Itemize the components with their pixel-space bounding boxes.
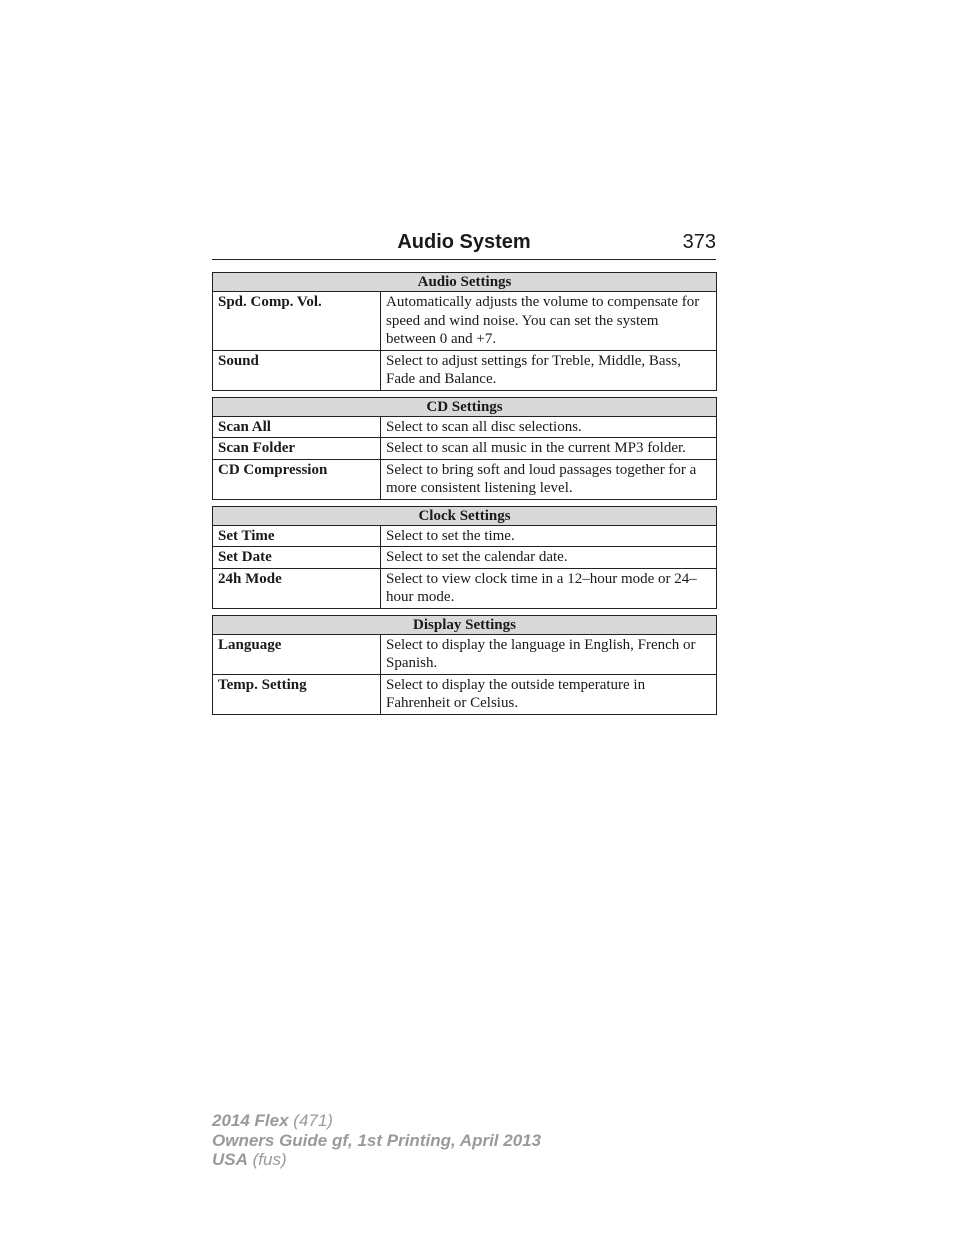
table-row (213, 350, 717, 390)
table-heading: Clock Settings (213, 506, 717, 525)
setting-description: Select to bring soft and loud passages together for a more consistent listening level. (381, 459, 717, 499)
table-row (213, 674, 717, 714)
settings-tables (212, 272, 716, 721)
table-row (213, 547, 717, 569)
page-header (212, 228, 716, 260)
cd-settings-table (212, 397, 717, 500)
setting-term: Scan Folder (213, 438, 381, 460)
table-row (213, 416, 717, 438)
footer-line (212, 1111, 541, 1131)
footer-market: USA (212, 1150, 248, 1169)
setting-term: Spd. Comp. Vol. (213, 292, 381, 351)
setting-description: Select to set the time. (381, 525, 717, 547)
footer-guide-info: Owners Guide gf, 1st Printing, April 2013 (212, 1130, 542, 1150)
footer-line (212, 1131, 541, 1151)
setting-term: Sound (213, 350, 381, 390)
setting-description: Select to scan all disc selections. (381, 416, 717, 438)
setting-term: 24h Mode (213, 568, 381, 608)
setting-description: Select to set the calendar date. (381, 547, 717, 569)
table-row (213, 438, 717, 460)
setting-description: Select to display the language in English, French or Spanish. (381, 634, 717, 674)
setting-description: Select to display the outside temperature in Fahrenheit or Celsius. (381, 674, 717, 714)
table-heading: Audio Settings (213, 273, 717, 292)
setting-description: Automatically adjusts the volume to compensate for speed and wind noise. You can set the system between 0 and +7. (381, 292, 717, 351)
page-number: 373 (682, 231, 716, 253)
page-footer (212, 1111, 541, 1170)
setting-term: Temp. Setting (213, 674, 381, 714)
setting-term: Scan All (213, 416, 381, 438)
table-row (213, 292, 717, 351)
setting-description: Select to adjust settings for Treble, Middle, Bass, Fade and Balance. (381, 350, 717, 390)
table-row (213, 459, 717, 499)
page-title: Audio System (397, 231, 531, 253)
setting-term: Set Date (213, 547, 381, 569)
footer-model-code: (471) (288, 1111, 333, 1130)
table-row (213, 634, 717, 674)
footer-model: 2014 Flex (212, 1111, 289, 1130)
setting-description: Select to scan all music in the current MP3 folder. (381, 438, 717, 460)
table-row (213, 525, 717, 547)
audio-settings-table (212, 272, 717, 391)
setting-term: Set Time (213, 525, 381, 547)
table-row (213, 568, 717, 608)
setting-term: CD Compression (213, 459, 381, 499)
setting-description: Select to view clock time in a 12–hour mode or 24–hour mode. (381, 568, 717, 608)
setting-term: Language (213, 634, 381, 674)
footer-line (212, 1150, 541, 1170)
table-heading: Display Settings (213, 615, 717, 634)
display-settings-table (212, 615, 717, 715)
table-heading: CD Settings (213, 397, 717, 416)
footer-market-code: (fus) (247, 1150, 287, 1169)
clock-settings-table (212, 506, 717, 609)
